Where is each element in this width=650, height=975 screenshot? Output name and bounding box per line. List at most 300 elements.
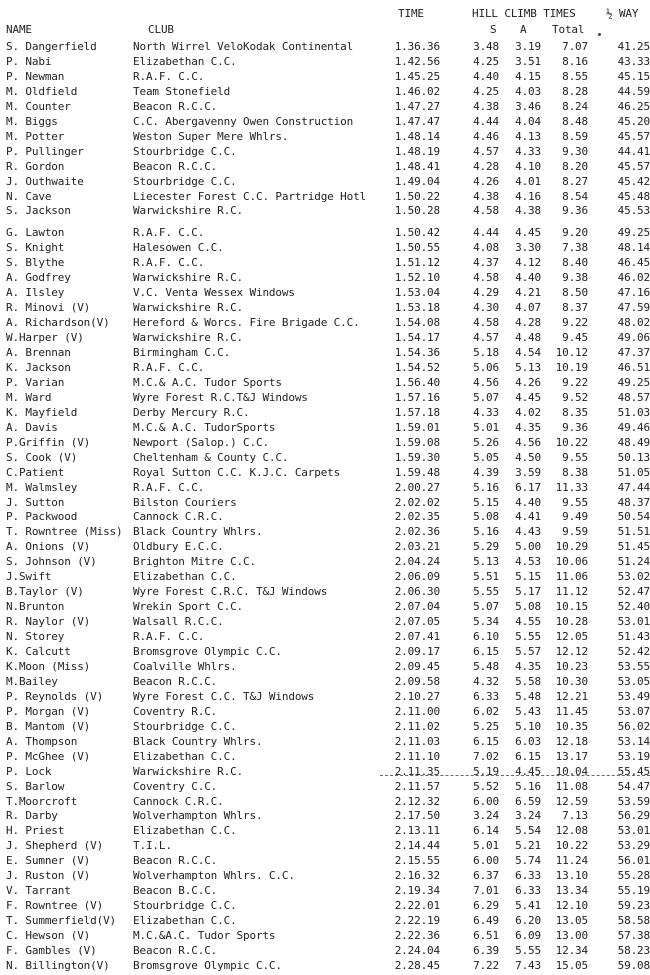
rider-name: J. Outhwaite <box>6 174 84 188</box>
climb-s: 4.39 <box>473 465 499 479</box>
rider-name: P. Reynolds (V) <box>6 689 104 703</box>
finish-time: 2.11.00 <box>394 704 440 718</box>
rider-club: Warwickshire R.C. <box>133 301 244 315</box>
climb-a: 4.45 <box>515 390 541 404</box>
rider-club: Walsall R.C.C. <box>133 615 224 629</box>
climb-a: 3.24 <box>515 809 541 823</box>
finish-time: 1.36.36 <box>394 40 440 53</box>
climb-s: 5.16 <box>473 525 499 539</box>
climb-a: 5.17 <box>515 585 541 599</box>
climb-s: 7.02 <box>473 749 499 763</box>
table-row <box>0 435 650 450</box>
climb-total: 9.22 <box>562 375 588 389</box>
finish-time: 1.42.56 <box>394 55 440 68</box>
table-row <box>0 704 650 719</box>
climb-total: 9.38 <box>562 271 588 285</box>
rider-name: P. Nabi <box>6 55 52 68</box>
table-row <box>0 898 650 913</box>
climb-a: 4.43 <box>515 525 541 539</box>
finish-time: 2.06.30 <box>394 585 440 599</box>
climb-total: 15.05 <box>555 958 588 972</box>
climb-total: 12.34 <box>555 944 588 957</box>
finish-time: 2.11.10 <box>394 749 440 763</box>
climb-total: 9.36 <box>562 420 588 434</box>
climb-total: 8.48 <box>562 114 588 128</box>
climb-s: 5.18 <box>473 346 499 359</box>
climb-s: 6.15 <box>473 645 499 658</box>
half-way-time: 46.45 <box>617 256 650 270</box>
rider-name: N. Cave <box>6 189 52 203</box>
rider-club: Black Country Whlrs. <box>133 525 263 539</box>
rider-club: Halesowen C.C. <box>133 241 224 255</box>
climb-s: 4.26 <box>473 174 499 188</box>
rider-club: Liecester Forest C.C. Partridge Hotl <box>133 189 367 203</box>
rider-club: Bilston Couriers <box>133 495 237 509</box>
rider-name: J.Swift <box>6 570 52 584</box>
climb-a: 4.56 <box>515 435 541 449</box>
climb-a: 4.13 <box>515 129 541 143</box>
climb-a: 4.16 <box>515 189 541 203</box>
half-way-time: 55.28 <box>617 869 650 883</box>
half-way-time: 51.05 <box>617 465 650 479</box>
rider-name: R. Minovi (V) <box>6 301 91 315</box>
climb-total: 8.38 <box>562 465 588 479</box>
rider-name: R. Naylor (V) <box>6 615 91 629</box>
half-way-time: 45.48 <box>617 189 650 203</box>
half-way-time: 53.29 <box>617 839 650 853</box>
rider-club: North Wirrel VeloKodak Continental <box>133 40 354 53</box>
finish-time: 1.59.01 <box>394 420 440 434</box>
rider-club: Beacon R.C.C. <box>133 944 218 957</box>
finish-time: 2.02.35 <box>394 510 440 524</box>
climb-a: 4.40 <box>515 271 541 285</box>
climb-a: 5.16 <box>515 779 541 793</box>
rider-club: Wolverhampton Whlrs. C.C. <box>133 869 295 883</box>
climb-total: 11.08 <box>555 779 588 793</box>
half-way-time: 53.59 <box>617 794 650 808</box>
rider-name: B.Taylor (V) <box>6 585 84 599</box>
climb-s: 5.29 <box>473 540 499 554</box>
rider-club: Elizabethan C.C. <box>133 570 237 584</box>
rider-name: C.Patient <box>6 465 65 479</box>
climb-s: 5.13 <box>473 555 499 569</box>
climb-s: 6.39 <box>473 944 499 957</box>
table-row <box>0 129 650 144</box>
climb-total: 9.52 <box>562 390 588 404</box>
table-row <box>0 539 650 554</box>
climb-s: 4.58 <box>473 204 499 218</box>
table-row <box>0 823 650 838</box>
half-way-time: 45.42 <box>617 174 650 188</box>
table-row <box>0 480 650 495</box>
rider-name: K.Moon (Miss) <box>6 659 91 673</box>
rider-club: Elizabethan C.C. <box>133 914 237 928</box>
half-way-time: 52.42 <box>617 645 650 658</box>
climb-a: 5.57 <box>515 645 541 658</box>
climb-s: 5.07 <box>473 600 499 614</box>
rider-name: P. Newman <box>6 69 65 83</box>
rider-name: W.Harper (V) <box>6 331 84 345</box>
climb-a: 5.21 <box>515 839 541 853</box>
rider-club: M.C.&A.C. Tudor Sports <box>133 929 276 942</box>
climb-total: 10.15 <box>555 600 588 614</box>
finish-time: 2.07.41 <box>394 630 440 643</box>
finish-time: 2.02.36 <box>394 525 440 539</box>
climb-a: 4.38 <box>515 204 541 218</box>
climb-total: 8.16 <box>562 55 588 68</box>
climb-s: 5.08 <box>473 510 499 524</box>
rider-name: A. Thompson <box>6 734 78 748</box>
finish-time: 1.53.04 <box>394 286 440 300</box>
finish-time: 1.50.55 <box>394 241 440 255</box>
rider-club: Wyre Forest C.R.C. T&J Windows <box>133 585 328 599</box>
table-row <box>0 883 650 898</box>
rider-club: Stourbridge C.C. <box>133 144 237 158</box>
climb-a: 4.35 <box>515 420 541 434</box>
climb-a: 5.00 <box>515 540 541 554</box>
half-way-time: 47.37 <box>617 346 650 359</box>
table-row <box>0 943 650 958</box>
climb-a: 4.40 <box>515 495 541 509</box>
climb-s: 5.16 <box>473 480 499 494</box>
rider-club: Warwickshire R.C. <box>133 764 244 778</box>
half-way-time: 53.55 <box>617 659 650 673</box>
table-row <box>0 674 650 689</box>
finish-time: 1.49.04 <box>394 174 440 188</box>
half-way-time: 53.02 <box>617 570 650 584</box>
half-way-time: 49.25 <box>617 375 650 389</box>
finish-time: 1.59.48 <box>394 465 440 479</box>
finish-time: 1.59.30 <box>394 450 440 464</box>
half-way-time: 47.44 <box>617 480 650 494</box>
table-row <box>0 554 650 569</box>
header-club: CLUB <box>148 23 174 36</box>
climb-total: 11.12 <box>555 585 588 599</box>
rider-name: S. Dangerfield <box>6 40 97 53</box>
climb-s: 4.46 <box>473 129 499 143</box>
climb-s: 4.38 <box>473 189 499 203</box>
climb-total: 10.23 <box>555 659 588 673</box>
table-row <box>0 764 650 779</box>
climb-s: 5.26 <box>473 435 499 449</box>
climb-s: 6.15 <box>473 734 499 748</box>
half-way-time: 57.38 <box>617 929 650 942</box>
climb-total: 10.30 <box>555 674 588 688</box>
finish-time: 1.47.47 <box>394 114 440 128</box>
climb-total: 13.00 <box>555 929 588 942</box>
rider-club: Cheltenham & County C.C. <box>133 450 289 464</box>
finish-time: 1.54.36 <box>394 346 440 359</box>
rider-club: Royal Sutton C.C. K.J.C. Carpets <box>133 465 341 479</box>
climb-total: 9.59 <box>562 525 588 539</box>
finish-time: 1.50.28 <box>394 204 440 218</box>
climb-s: 5.52 <box>473 779 499 793</box>
climb-total: 9.49 <box>562 510 588 524</box>
finish-time: 1.50.42 <box>394 226 440 240</box>
half-way-time: 45.57 <box>617 159 650 173</box>
table-row <box>0 614 650 629</box>
climb-total: 9.30 <box>562 144 588 158</box>
table-row <box>0 495 650 510</box>
half-way-time: 53.07 <box>617 704 650 718</box>
finish-time: 2.19.34 <box>394 884 440 898</box>
climb-a: 6.09 <box>515 929 541 942</box>
table-row <box>0 794 650 809</box>
rider-club: Cannock C.R.C. <box>133 794 224 808</box>
half-way-time: 56.29 <box>617 809 650 823</box>
table-row <box>0 330 650 345</box>
rider-name: T.Moorcroft <box>6 794 78 808</box>
column-header-row-1 <box>0 6 650 21</box>
climb-s: 6.49 <box>473 914 499 928</box>
half-way-time: 53.49 <box>617 689 650 703</box>
rider-name: P. McGhee (V) <box>6 749 91 763</box>
climb-s: 6.00 <box>473 854 499 868</box>
rider-name: A. Richardson(V) <box>6 316 110 330</box>
finish-time: 2.02.02 <box>394 495 440 509</box>
half-way-time: 56.01 <box>617 854 650 868</box>
table-row <box>0 450 650 465</box>
finish-time: 2.11.03 <box>394 734 440 748</box>
climb-total: 9.22 <box>562 316 588 330</box>
climb-total: 12.59 <box>555 794 588 808</box>
rider-club: Newport (Salop.) C.C. <box>133 435 269 449</box>
climb-total: 10.06 <box>555 555 588 569</box>
climb-total: 12.12 <box>555 645 588 658</box>
header-half-way: ½ WAY <box>606 7 639 20</box>
finish-time: 2.09.45 <box>394 659 440 673</box>
climb-total: 7.38 <box>562 241 588 255</box>
rider-name: P. Lock <box>6 764 52 778</box>
finish-time: 2.12.32 <box>394 794 440 808</box>
table-row <box>0 569 650 584</box>
rider-club: Beacon R.C.C. <box>133 674 218 688</box>
rider-club: Cannock C.R.C. <box>133 510 224 524</box>
half-way-time: 45.20 <box>617 114 650 128</box>
rider-name: S. Johnson (V) <box>6 555 97 569</box>
climb-s: 4.25 <box>473 84 499 98</box>
finish-time: 2.09.17 <box>394 645 440 658</box>
half-way-time: 44.59 <box>617 84 650 98</box>
rider-name: P.Griffin (V) <box>6 435 91 449</box>
climb-total: 9.55 <box>562 495 588 509</box>
finish-time: 1.54.08 <box>394 316 440 330</box>
climb-total: 12.18 <box>555 734 588 748</box>
rider-name: N. Billington(V) <box>6 958 110 972</box>
rider-name: V. Tarrant <box>6 884 71 898</box>
rider-club: Wolverhampton Whlrs. <box>133 809 263 823</box>
climb-total: 8.24 <box>562 99 588 113</box>
climb-s: 4.25 <box>473 55 499 68</box>
rider-name: S. Cook (V) <box>6 450 78 464</box>
climb-a: 6.03 <box>515 734 541 748</box>
climb-a: 4.53 <box>515 555 541 569</box>
rider-club: Black Country Whlrs. <box>133 734 263 748</box>
table-row <box>0 465 650 480</box>
climb-a: 4.10 <box>515 159 541 173</box>
table-row <box>0 54 650 69</box>
climb-s: 4.30 <box>473 301 499 315</box>
table-row <box>0 203 650 218</box>
climb-a: 4.04 <box>515 114 541 128</box>
rider-name: M. Biggs <box>6 114 58 128</box>
column-header-row-2 <box>0 22 650 37</box>
climb-s: 5.01 <box>473 420 499 434</box>
climb-a: 4.55 <box>515 615 541 629</box>
rider-club: V.C. Venta Wessex Windows <box>133 286 295 300</box>
climb-s: 6.51 <box>473 929 499 942</box>
climb-total: 10.22 <box>555 435 588 449</box>
finish-time: 1.48.14 <box>394 129 440 143</box>
half-way-time: 43.33 <box>617 55 650 68</box>
climb-s: 4.58 <box>473 316 499 330</box>
climb-total: 10.28 <box>555 615 588 629</box>
climb-total: 10.35 <box>555 719 588 733</box>
rider-name: M.Bailey <box>6 674 58 688</box>
climb-total: 12.05 <box>555 630 588 643</box>
climb-total: 10.12 <box>555 346 588 359</box>
finish-time: 2.03.21 <box>394 540 440 554</box>
rider-name: M. Potter <box>6 129 65 143</box>
climb-a: 4.03 <box>515 84 541 98</box>
climb-a: 5.13 <box>515 360 541 374</box>
climb-a: 4.01 <box>515 174 541 188</box>
rider-name: P. Morgan (V) <box>6 704 91 718</box>
half-way-time: 48.49 <box>617 435 650 449</box>
climb-total: 10.04 <box>555 764 588 778</box>
table-row <box>0 838 650 853</box>
dashed-rule <box>380 775 650 776</box>
finish-time: 1.57.18 <box>394 405 440 419</box>
climb-total: 9.20 <box>562 226 588 240</box>
climb-s: 6.00 <box>473 794 499 808</box>
climb-a: 3.51 <box>515 55 541 68</box>
rider-club: Wyre Forest R.C.T&J Windows <box>133 390 308 404</box>
rider-club: Warwickshire R.C. <box>133 204 244 218</box>
half-way-time: 50.13 <box>617 450 650 464</box>
climb-total: 11.24 <box>555 854 588 868</box>
climb-a: 3.46 <box>515 99 541 113</box>
half-way-time: 45.53 <box>617 204 650 218</box>
half-way-time: 59.23 <box>617 899 650 913</box>
climb-s: 6.10 <box>473 630 499 643</box>
half-way-time: 46.51 <box>617 360 650 374</box>
climb-a: 4.12 <box>515 256 541 270</box>
rider-name: J. Ruston (V) <box>6 869 91 883</box>
header-a: A <box>520 23 527 36</box>
climb-s: 3.24 <box>473 809 499 823</box>
climb-total: 10.29 <box>555 540 588 554</box>
climb-a: 5.55 <box>515 944 541 957</box>
climb-s: 4.29 <box>473 286 499 300</box>
climb-a: 6.33 <box>515 884 541 898</box>
table-row <box>0 509 650 524</box>
rider-club: Hereford & Worcs. Fire Brigade C.C. <box>133 316 360 330</box>
half-way-time: 45.57 <box>617 129 650 143</box>
finish-time: 2.24.04 <box>394 944 440 957</box>
climb-s: 7.22 <box>473 958 499 972</box>
table-row <box>0 270 650 285</box>
finish-time: 2.09.58 <box>394 674 440 688</box>
finish-time: 2.04.24 <box>394 555 440 569</box>
half-way-time: 52.47 <box>617 585 650 599</box>
table-row <box>0 913 650 928</box>
climb-total: 13.34 <box>555 884 588 898</box>
half-way-time: 59.08 <box>617 958 650 972</box>
climb-s: 6.02 <box>473 704 499 718</box>
climb-total: 12.21 <box>555 689 588 703</box>
half-way-time: 55.45 <box>617 764 650 778</box>
rider-name: B. Mantom (V) <box>6 719 91 733</box>
half-way-time: 54.47 <box>617 779 650 793</box>
climb-s: 4.33 <box>473 405 499 419</box>
rider-name: R. Gordon <box>6 159 65 173</box>
table-row <box>0 255 650 270</box>
finish-time: 2.14.44 <box>394 839 440 853</box>
finish-time: 1.47.27 <box>394 99 440 113</box>
finish-time: 2.07.05 <box>394 615 440 629</box>
half-way-time: 53.01 <box>617 824 650 838</box>
climb-s: 5.19 <box>473 764 499 778</box>
rider-name: F. Rowntree (V) <box>6 899 104 913</box>
climb-total: 11.45 <box>555 704 588 718</box>
rider-name: A. Brennan <box>6 346 71 359</box>
rider-club: Birmingham C.C. <box>133 346 231 359</box>
climb-total: 7.07 <box>562 40 588 53</box>
table-row <box>0 853 650 868</box>
finish-time: 2.07.04 <box>394 600 440 614</box>
climb-total: 9.55 <box>562 450 588 464</box>
table-row <box>0 734 650 749</box>
half-way-time: 56.02 <box>617 719 650 733</box>
half-way-time: 48.14 <box>617 241 650 255</box>
climb-a: 6.17 <box>515 480 541 494</box>
climb-total: 8.37 <box>562 301 588 315</box>
climb-s: 4.38 <box>473 99 499 113</box>
half-way-time: 46.02 <box>617 271 650 285</box>
rider-club: Team Stonefield <box>133 84 231 98</box>
table-row <box>0 405 650 420</box>
half-way-time: 51.43 <box>617 630 650 643</box>
climb-a: 5.15 <box>515 570 541 584</box>
climb-total: 13.10 <box>555 869 588 883</box>
table-row <box>0 659 650 674</box>
finish-time: 1.53.18 <box>394 301 440 315</box>
climb-total: 8.59 <box>562 129 588 143</box>
table-row <box>0 928 650 943</box>
rider-name: M. Oldfield <box>6 84 78 98</box>
climb-a: 6.33 <box>515 869 541 883</box>
climb-a: 3.19 <box>515 40 541 53</box>
rider-name: F. Gambles (V) <box>6 944 97 957</box>
climb-s: 4.44 <box>473 226 499 240</box>
rider-name: N. Storey <box>6 630 65 643</box>
rider-club: R.A.F. C.C. <box>133 69 205 83</box>
finish-time: 1.51.12 <box>394 256 440 270</box>
finish-time: 2.11.57 <box>394 779 440 793</box>
climb-s: 5.51 <box>473 570 499 584</box>
climb-a: 6.59 <box>515 794 541 808</box>
table-row <box>0 39 650 54</box>
table-row <box>0 390 650 405</box>
climb-s: 5.01 <box>473 839 499 853</box>
climb-s: 6.37 <box>473 869 499 883</box>
climb-a: 4.21 <box>515 286 541 300</box>
climb-total: 8.50 <box>562 286 588 300</box>
rider-name: M. Ward <box>6 390 52 404</box>
climb-s: 4.32 <box>473 674 499 688</box>
finish-time: 1.52.10 <box>394 271 440 285</box>
